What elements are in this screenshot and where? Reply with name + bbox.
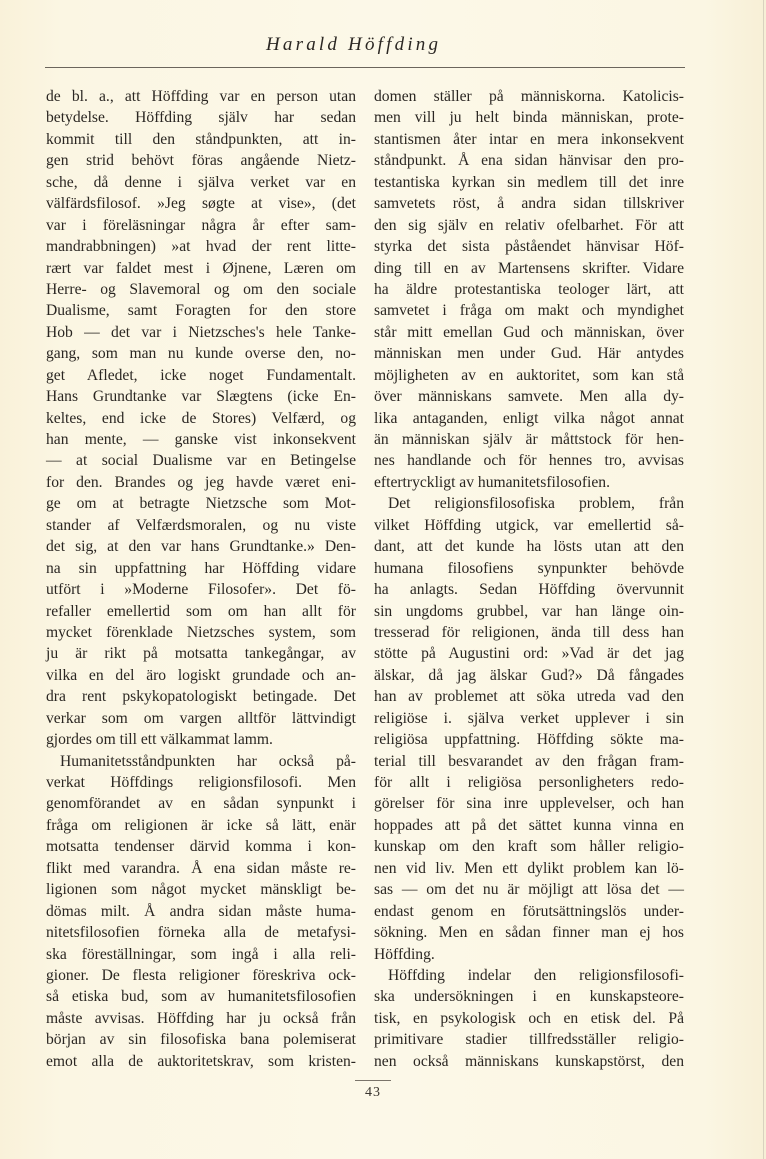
text-line: Humanitetsståndpunkten har också på- [60, 752, 356, 770]
text-line: endast genom en förutsättningslös under- [374, 902, 684, 920]
text-line: så etiska bud, som av humanitetsfilosofien [46, 988, 356, 1006]
text-line: nen vid liv. Men ett dylikt problem kan lö- [374, 859, 684, 877]
text-line: över människans samvete. Men alla dy- [374, 388, 684, 406]
text-line: stötte på Augustini ord: »Vad är det jag [374, 645, 684, 663]
text-line: rært var faldet mest i Øjnene, Læren om [46, 259, 356, 277]
text-line: Höffding. [374, 945, 435, 963]
text-line: keltes, end icke de Stores) Velfærd, og [46, 409, 356, 427]
text-line: dra rent pskykopatologiskt betingade. Det [46, 688, 356, 706]
text-line: måste avvisas. Höffding har ju också från [46, 1009, 356, 1027]
text-line: Hans Grundtanke var Slægtens (icke En- [46, 388, 356, 406]
text-line: nitetsfilosofien förneka alla de metafysi- [46, 924, 356, 942]
page-footer [355, 1080, 391, 1101]
page-number: 43 [365, 1085, 381, 1100]
text-line: ska föreställningar, som ingå i alla reli- [46, 945, 356, 963]
text-line: na sin uppfattning har Höffding vidare [46, 559, 356, 577]
text-line: gang, som man nu kunde overse den, no- [46, 345, 356, 363]
text-line: Det religionsfilosofiska problem, från [388, 495, 684, 513]
text-line: tisk, en psykologisk och en etisk del. På [374, 1009, 684, 1027]
text-line: ståndpunkt. Å ena sidan hänvisar den pro- [374, 152, 684, 170]
text-line: början av sin filosofiska bana polemiserat [46, 1031, 356, 1049]
text-line: görelser för sina inre upplevelser, och han [374, 795, 684, 813]
text-line: eftertryckligt av humanitetsfilosofien. [374, 473, 611, 491]
text-line: testantiska kyrkan sin medlem till det inre [374, 173, 684, 191]
text-line: — at social Dualisme var en Betingelse [46, 452, 356, 470]
text-line: religiöse i. själva verket upplever i sin [374, 709, 684, 727]
text-line: mycket förenklade Nietzsches system, som [46, 623, 356, 641]
running-title: Harald Höffding [266, 34, 442, 55]
left-column [46, 86, 356, 1072]
text-line: välfärdsfilosof. »Jeg søgte at vise», (det [46, 195, 356, 213]
text-line: för allt i religiösa personligheters redo- [374, 774, 684, 791]
text-line: sas — om det nu är möjligt att lösa det — [374, 881, 684, 899]
text-line: de bl. a., att Höffding var en person utan [46, 88, 356, 105]
text-line: Höffding indelar den religionsfilosofi- [388, 966, 684, 984]
text-line: for den. Brandes og jeg havde været eni- [46, 473, 356, 491]
text-line: kunskap om den kraft som håller religio- [374, 838, 684, 856]
text-line: lika antaganden, enligt vilka något annat [374, 409, 684, 427]
text-line: verkar som om vargen alltför lättvindigt [46, 709, 356, 727]
text-line: Herre- og Slavemoral og om den sociale [46, 280, 356, 298]
text-line: dant, att det kunde ha lösts utan att den [374, 538, 684, 556]
footer-rule [355, 1080, 391, 1081]
text-line: utfört i »Moderne Filosofer». Det fö- [46, 581, 356, 599]
text-line: stantismen åter intar en mera inkonsekvent [374, 130, 684, 148]
text-line: ska undersökningen i en kunskapsteore- [374, 988, 684, 1006]
text-line: det sig, at den var hans Grundtanke.» Den- [46, 538, 356, 556]
text-line: emot alla de auktoritetskrav, som kristen- [46, 1052, 356, 1070]
text-line: fråga om religionen är icke så lätt, enär [46, 816, 356, 834]
running-header [40, 34, 685, 68]
text-line: religiösa uppfattning. Höffding sökte ma- [374, 731, 684, 749]
text-line: get Afledet, icke noget Fundamentalt. [46, 366, 356, 384]
text-line: den sig själv en relativ ofelbarhet. För att [374, 216, 684, 234]
text-line: primitivare stadier tillfredsställer religio- [374, 1031, 684, 1049]
text-line: samvetet i fråga om makt och myndighet [374, 302, 684, 320]
text-line: hoppades att på det sättet kunna vinna en [374, 816, 684, 834]
text-line: möjligheten av en auktoritet, som kan stå [374, 366, 684, 384]
text-line: var i föreläsningar några år efter sam- [46, 216, 356, 234]
text-line: sche, då denne i själva verket var en [46, 173, 356, 191]
text-line: vilket Höffding utgick, var emellertid så- [374, 516, 684, 534]
text-line: humana filosofiens synpunkter behövde [374, 559, 684, 577]
text-line: älskar, då jag älskar Gud?» Då fångades [374, 666, 684, 684]
text-line: flikt med varandra. Å ena sidan måste re- [46, 859, 356, 877]
page-edge [763, 0, 764, 1159]
text-line: gjordes om till ett välkammat lamm. [46, 731, 273, 749]
text-line: Hob — det var i Nietzsches's hele Tanke- [46, 323, 356, 341]
text-line: styrka det sista påståendet hänvisar Höf- [374, 238, 684, 256]
text-line: men vill ju helt binda människan, prote- [374, 109, 684, 127]
text-line: terial till besvarandet av den frågan fram- [374, 752, 684, 770]
text-line: refaller emellertid som om han allt för [46, 602, 356, 620]
text-line: gioner. De flesta religioner föreskriva ock- [46, 966, 356, 984]
text-line: verkat Höffdings religionsfilosofi. Men [46, 774, 356, 791]
text-line: betydelse. Höffding själv har sedan [46, 109, 356, 127]
text-line: samvetets röst, å andra sidan tillskriver [374, 195, 684, 213]
text-line: människan men under Gud. Här antydes [374, 345, 684, 363]
text-line: sökning. Men en sådan finner man ej hos [374, 924, 684, 942]
text-line: Dualisme, samt Foragten for den store [46, 302, 356, 320]
text-line: han mente, — ganske vist inkonsekvent [46, 431, 356, 448]
text-line: genomförandet av en sådan synpunkt i [46, 795, 356, 813]
text-line: står mitt emellan Gud och människan, över [374, 323, 684, 341]
text-line: stander af Velfærdsmoralen, og nu viste [46, 516, 356, 534]
text-line: domen ställer på människorna. Katolicis- [374, 88, 684, 105]
text-line: ge om at betragte Nietzsche som Mot- [46, 495, 356, 513]
text-line: nes handlande och för hennes tro, avvisas [374, 452, 684, 470]
text-line: dömas milt. Å andra sidan måste huma- [46, 902, 356, 920]
text-line: kommit till den ståndpunkten, att in- [46, 130, 356, 148]
text-line: mandrabbningen) »at hvad der rent litte- [46, 238, 356, 256]
text-line: nen också människans kunskapstörst, den [374, 1052, 684, 1070]
text-line: tresserad för religionen, ända till dess han [374, 623, 684, 641]
text-line: ding till en av Martensens skrifter. Vidare [374, 259, 684, 277]
text-line: ligionen som något mycket mänskligt be- [46, 881, 356, 899]
text-line: ju är rikt på motsatta tankegångar, av [46, 645, 356, 663]
text-line: vilka en del äro logiskt grundade och an- [46, 666, 356, 684]
text-line: motsatta tendenser därvid komma i kon- [46, 838, 356, 856]
text-line: ha anlagts. Sedan Höffding övervunnit [374, 581, 684, 599]
text-line: ha äldre protestantiska teologer lärt, att [374, 280, 684, 298]
right-column [374, 86, 684, 1072]
text-line: sin ungdoms grubbel, var han länge oin- [374, 602, 684, 620]
text-line: än människan själv är måttstock för hen- [374, 431, 684, 448]
text-line: gen strid behövt föras angående Nietz- [46, 152, 356, 170]
header-rule [45, 67, 685, 68]
text-line: han av problemet att söka utreda vad den [374, 688, 684, 706]
